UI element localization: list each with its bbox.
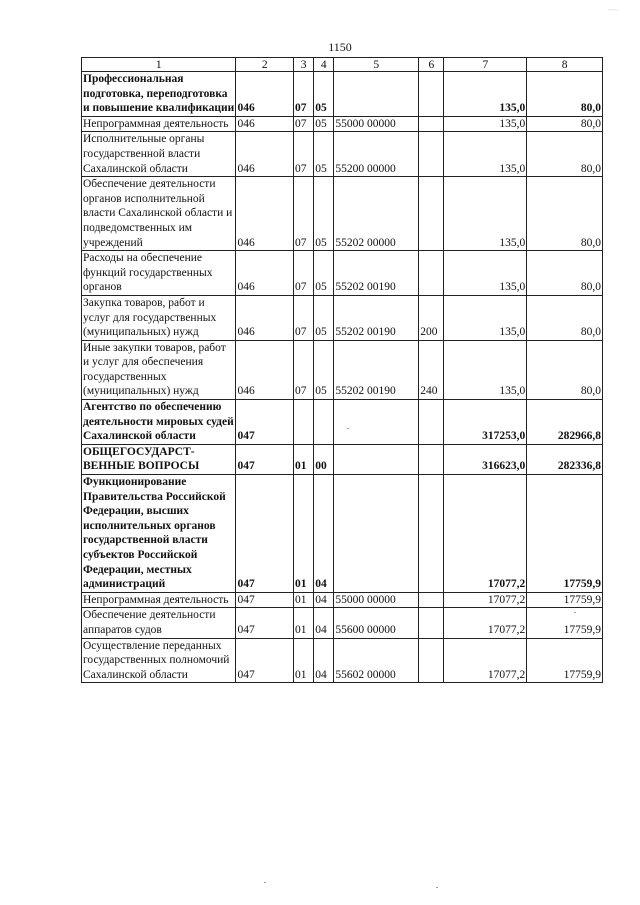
- cell-target-article: 55600 00000: [334, 608, 419, 638]
- cell-name: Закупка товаров, работ и услуг для государственных (муниципальных) нужд: [82, 295, 236, 340]
- cell-expense-type: [419, 400, 444, 445]
- cell-sum-year-1: 17077,2: [444, 475, 527, 593]
- cell-sum-year-1: 17077,2: [444, 638, 527, 683]
- cell-sum-year-2: 17759,9: [527, 638, 603, 683]
- cell-name: Агентство по обеспечению деятельности мировых судей Сахалинской области: [82, 400, 236, 445]
- cell-podrazdel: 05: [314, 132, 334, 177]
- cell-target-article: [334, 475, 419, 593]
- cell-expense-type: [419, 116, 444, 132]
- cell-sum-year-1: 135,0: [444, 295, 527, 340]
- cell-name: Профессиональная подготовка, переподготовка и повышение квалификации: [82, 72, 236, 117]
- cell-expense-type: [419, 444, 444, 474]
- cell-expense-type: 200: [419, 295, 444, 340]
- cell-sum-year-1: 17077,2: [444, 608, 527, 638]
- cell-expense-type: [419, 132, 444, 177]
- cell-vedomstvo: 047: [236, 638, 294, 683]
- cell-podrazdel: 05: [314, 251, 334, 296]
- cell-sum-year-2: 80,0: [527, 177, 603, 251]
- header-col-1: 1: [82, 58, 236, 72]
- cell-vedomstvo: 046: [236, 132, 294, 177]
- cell-vedomstvo: 046: [236, 72, 294, 117]
- cell-expense-type: 240: [419, 340, 444, 399]
- cell-razdel: 07: [294, 295, 314, 340]
- cell-razdel: 01: [294, 475, 314, 593]
- cell-sum-year-1: 135,0: [444, 251, 527, 296]
- cell-razdel: 01: [294, 608, 314, 638]
- cell-sum-year-1: 316623,0: [444, 444, 527, 474]
- cell-vedomstvo: 047: [236, 592, 294, 608]
- cell-target-article: 55202 00190: [334, 251, 419, 296]
- header-col-7: 7: [444, 58, 527, 72]
- cell-name: Иные закупки товаров, работ и услуг для обеспечения государственных (муниципальных) нужд: [82, 340, 236, 399]
- cell-razdel: [294, 400, 314, 445]
- cell-sum-year-2: 80,0: [527, 251, 603, 296]
- cell-vedomstvo: 047: [236, 608, 294, 638]
- cell-expense-type: [419, 608, 444, 638]
- cell-razdel: 07: [294, 116, 314, 132]
- cell-sum-year-2: 80,0: [527, 72, 603, 117]
- cell-name: Обеспечение деятельности аппаратов судов: [82, 608, 236, 638]
- cell-name: ОБЩЕГОСУДАРСТ-ВЕННЫЕ ВОПРОСЫ: [82, 444, 236, 474]
- cell-razdel: 07: [294, 72, 314, 117]
- cell-sum-year-1: 135,0: [444, 132, 527, 177]
- cell-vedomstvo: 046: [236, 116, 294, 132]
- cell-podrazdel: 00: [314, 444, 334, 474]
- cell-expense-type: [419, 177, 444, 251]
- scan-speck: [347, 428, 349, 429]
- scan-speck: [574, 612, 576, 613]
- cell-vedomstvo: 047: [236, 475, 294, 593]
- header-col-8: 8: [527, 58, 603, 72]
- cell-sum-year-2: 17759,9: [527, 608, 603, 638]
- scan-speck: [264, 882, 266, 883]
- cell-podrazdel: 04: [314, 592, 334, 608]
- cell-target-article: 55602 00000: [334, 638, 419, 683]
- table-row: [82, 116, 603, 132]
- cell-sum-year-1: 135,0: [444, 177, 527, 251]
- cell-sum-year-2: 80,0: [527, 116, 603, 132]
- cell-expense-type: [419, 475, 444, 593]
- table-row: [82, 444, 603, 474]
- page-number: 1150: [328, 40, 352, 54]
- cell-name: Непрограммная деятельность: [82, 592, 236, 608]
- cell-podrazdel: 05: [314, 295, 334, 340]
- table-row: [82, 475, 603, 593]
- cell-podrazdel: 05: [314, 116, 334, 132]
- table-row: [82, 340, 603, 399]
- table-row: [82, 400, 603, 445]
- cell-razdel: 07: [294, 132, 314, 177]
- cell-vedomstvo: 047: [236, 400, 294, 445]
- cell-sum-year-1: 17077,2: [444, 592, 527, 608]
- cell-target-article: 55202 00190: [334, 340, 419, 399]
- cell-sum-year-2: 282336,8: [527, 444, 603, 474]
- cell-sum-year-1: 135,0: [444, 72, 527, 117]
- cell-sum-year-2: 80,0: [527, 340, 603, 399]
- header-col-2: 2: [236, 58, 294, 72]
- cell-target-article: 55202 00000: [334, 177, 419, 251]
- cell-expense-type: [419, 638, 444, 683]
- table-row: [82, 72, 603, 117]
- corner-mark: ~~~: [608, 8, 618, 14]
- table-row: [82, 638, 603, 683]
- table-row: [82, 295, 603, 340]
- cell-sum-year-2: 282966,8: [527, 400, 603, 445]
- cell-vedomstvo: 046: [236, 295, 294, 340]
- table-row: [82, 177, 603, 251]
- cell-name: Функционирование Правительства Российской Федерации, высших исполнительных органов государственной власти субъектов Российской Федерации, местных администраций: [82, 475, 236, 593]
- cell-sum-year-2: 80,0: [527, 295, 603, 340]
- scan-speck: [436, 887, 438, 888]
- cell-expense-type: [419, 592, 444, 608]
- cell-sum-year-1: 135,0: [444, 116, 527, 132]
- cell-expense-type: [419, 72, 444, 117]
- table-row: [82, 608, 603, 638]
- cell-sum-year-2: 17759,9: [527, 475, 603, 593]
- cell-vedomstvo: 047: [236, 444, 294, 474]
- cell-sum-year-2: 80,0: [527, 132, 603, 177]
- cell-sum-year-1: 135,0: [444, 340, 527, 399]
- cell-podrazdel: 04: [314, 638, 334, 683]
- cell-podrazdel: 05: [314, 340, 334, 399]
- cell-vedomstvo: 046: [236, 177, 294, 251]
- cell-target-article: 55000 00000: [334, 116, 419, 132]
- cell-target-article: [334, 72, 419, 117]
- header-row: [82, 58, 603, 72]
- cell-sum-year-1: 317253,0: [444, 400, 527, 445]
- cell-razdel: 07: [294, 251, 314, 296]
- cell-expense-type: [419, 251, 444, 296]
- cell-podrazdel: 04: [314, 475, 334, 593]
- cell-target-article: 55200 00000: [334, 132, 419, 177]
- header-col-6: 6: [419, 58, 444, 72]
- cell-name: Осуществление переданных государственных полномочий Сахалинской области: [82, 638, 236, 683]
- cell-name: Непрограммная деятельность: [82, 116, 236, 132]
- header-col-4: 4: [314, 58, 334, 72]
- cell-podrazdel: [314, 400, 334, 445]
- cell-razdel: 01: [294, 638, 314, 683]
- cell-podrazdel: 04: [314, 608, 334, 638]
- cell-target-article: 55000 00000: [334, 592, 419, 608]
- cell-razdel: 01: [294, 592, 314, 608]
- cell-target-article: 55202 00190: [334, 295, 419, 340]
- cell-razdel: 07: [294, 340, 314, 399]
- header-col-3: 3: [294, 58, 314, 72]
- cell-podrazdel: 05: [314, 177, 334, 251]
- cell-podrazdel: 05: [314, 72, 334, 117]
- cell-razdel: 07: [294, 177, 314, 251]
- cell-sum-year-2: 17759,9: [527, 592, 603, 608]
- cell-name: Исполнительные органы государственной власти Сахалинской области: [82, 132, 236, 177]
- table-row: [82, 592, 603, 608]
- table-row: [82, 251, 603, 296]
- budget-table: [81, 57, 603, 683]
- cell-vedomstvo: 046: [236, 340, 294, 399]
- cell-target-article: [334, 400, 419, 445]
- header-col-5: 5: [334, 58, 419, 72]
- cell-razdel: 01: [294, 444, 314, 474]
- table-row: [82, 132, 603, 177]
- cell-name: Расходы на обеспечение функций государственных органов: [82, 251, 236, 296]
- cell-name: Обеспечение деятельности органов исполнительной власти Сахалинской области и подведомственных им учреждений: [82, 177, 236, 251]
- cell-target-article: [334, 444, 419, 474]
- cell-vedomstvo: 046: [236, 251, 294, 296]
